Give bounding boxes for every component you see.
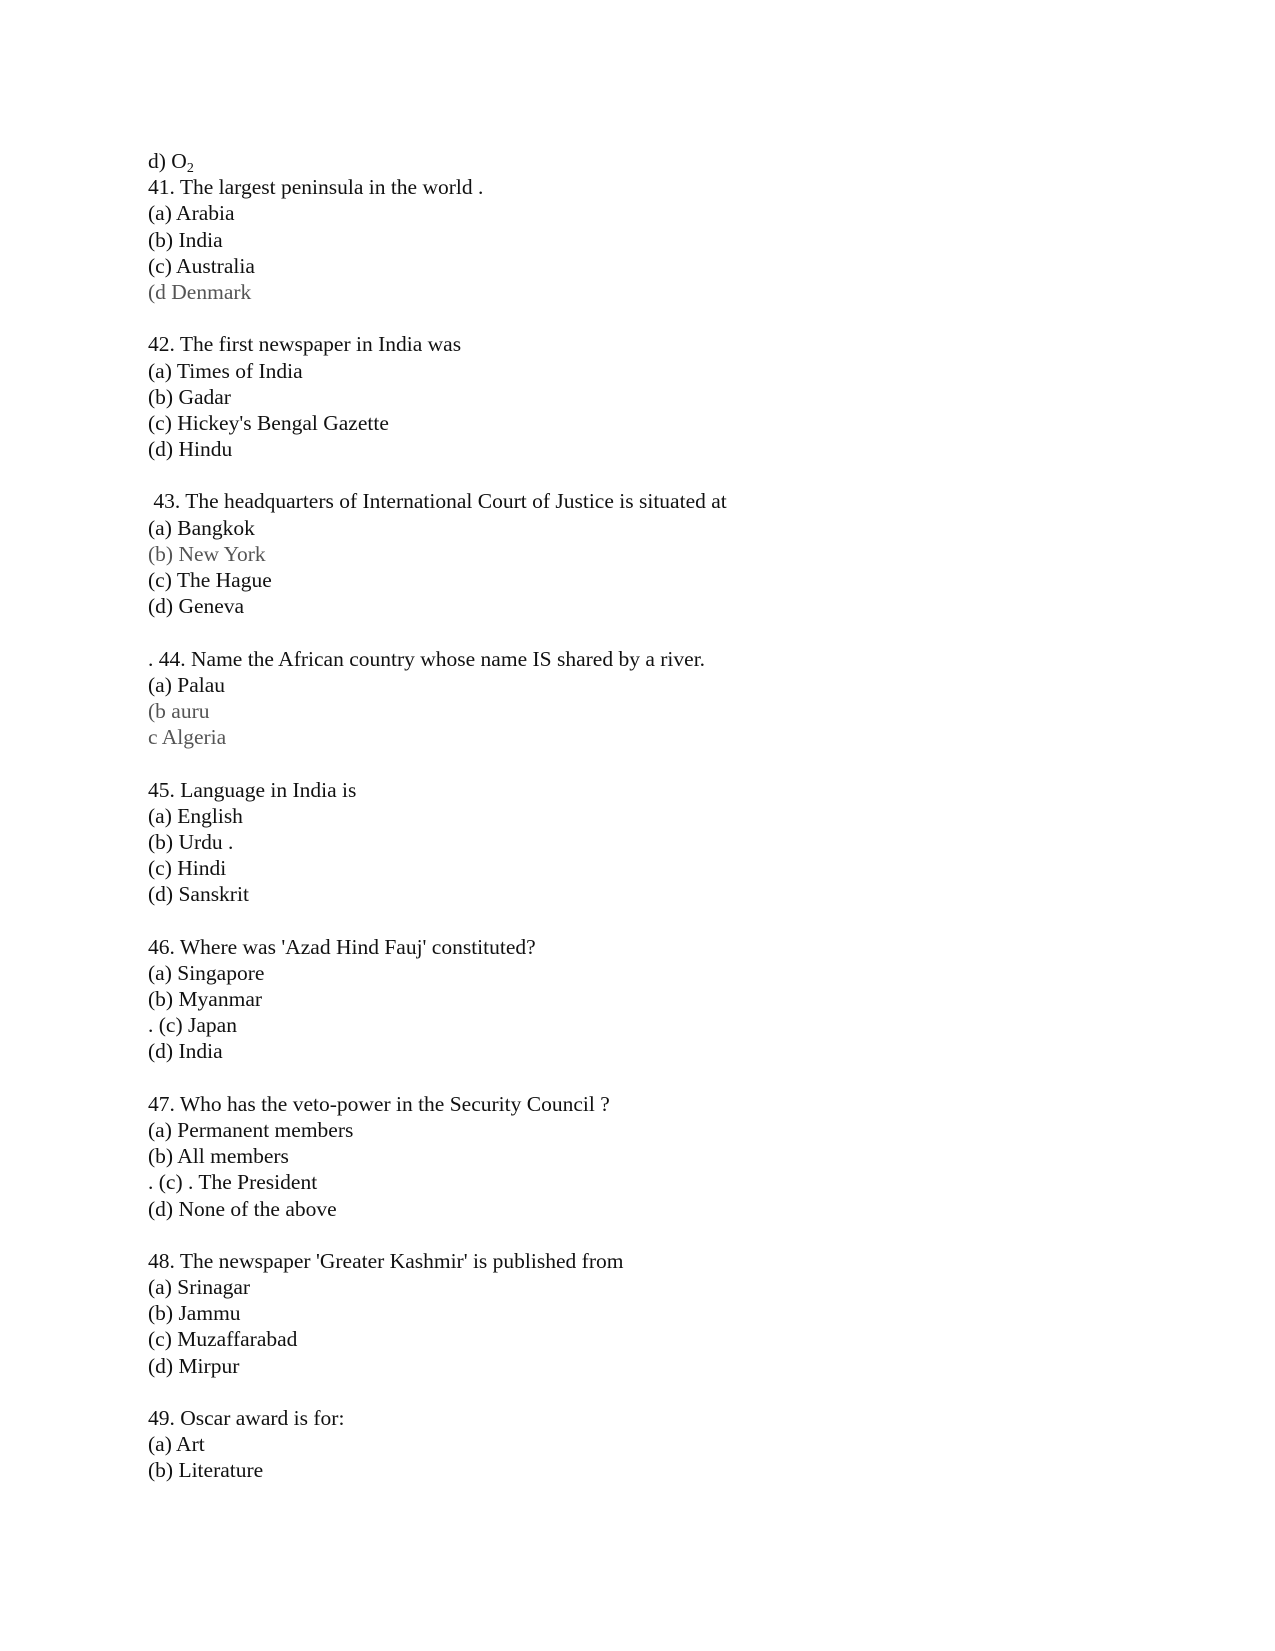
option: (b) Jammu [148,1301,241,1326]
option: (d) Geneva [148,594,245,619]
question-block [148,777,1148,908]
document-page [148,148,1148,1484]
option: (b) New York [148,541,266,566]
option: (a) Singapore [148,960,265,985]
question-block [148,174,1148,305]
question-text: 48. The newspaper 'Greater Kashmir' is published from [148,1248,624,1273]
option: (b auru [148,698,210,723]
question-block [148,646,1148,751]
option: (b) All members [148,1144,289,1169]
option: . (c) Japan [148,1013,237,1038]
answer-subscript: 2 [186,161,194,176]
option: (a) Srinagar [148,1275,251,1300]
option: (a) Art [148,1432,205,1457]
option: (c) Australia [148,253,255,278]
option: (d) Mirpur [148,1353,240,1378]
option: (c) Muzaffarabad [148,1327,298,1352]
option: (d) Sanskrit [148,882,249,907]
question-text: 42. The first newspaper in India was [148,332,462,357]
question-block [148,331,1148,462]
question-block [148,1405,1148,1484]
question-block [148,1248,1148,1379]
option: (a) Times of India [148,358,303,383]
option: c Algeria [148,725,227,750]
option: (d) None of the above [148,1196,337,1221]
question-text: 45. Language in India is [148,777,357,802]
option: (a) Palau [148,672,226,697]
option: (a) Bangkok [148,515,255,540]
option: (b) Urdu . [148,829,234,854]
question-text: 47. Who has the veto-power in the Security Council ? [148,1091,610,1116]
option: (b) India [148,227,223,252]
option: . (c) . The President [148,1170,318,1195]
question-text: 46. Where was 'Azad Hind Fauj' constituted? [148,934,536,959]
question-text: 49. Oscar award is for: [148,1406,345,1430]
option: (c) The Hague [148,568,272,592]
option: (c) Hindi [148,856,227,881]
option: (a) English [148,803,243,828]
question-block [148,1091,1148,1222]
option: (b) Myanmar [148,987,263,1011]
option: (d) Hindu [148,437,233,462]
option: (a) Permanent members [148,1117,354,1142]
question-text: 41. The largest peninsula in the world . [148,175,484,200]
option: (b) Literature [148,1458,264,1483]
option: (b) Gadar [148,384,231,409]
option: (c) Hickey's Bengal Gazette [148,410,389,435]
question-block [148,488,1148,619]
option: (d Denmark [148,279,252,304]
answer-text: d) O [148,149,187,173]
answer-line [148,148,1148,174]
option: (a) Arabia [148,201,235,226]
question-text: . 44. Name the African country whose name IS shared by a river. [148,646,706,671]
option: (d) India [148,1039,223,1064]
question-text: 43. The headquarters of International Court of Justice is situated at [148,489,727,514]
question-block [148,934,1148,1065]
